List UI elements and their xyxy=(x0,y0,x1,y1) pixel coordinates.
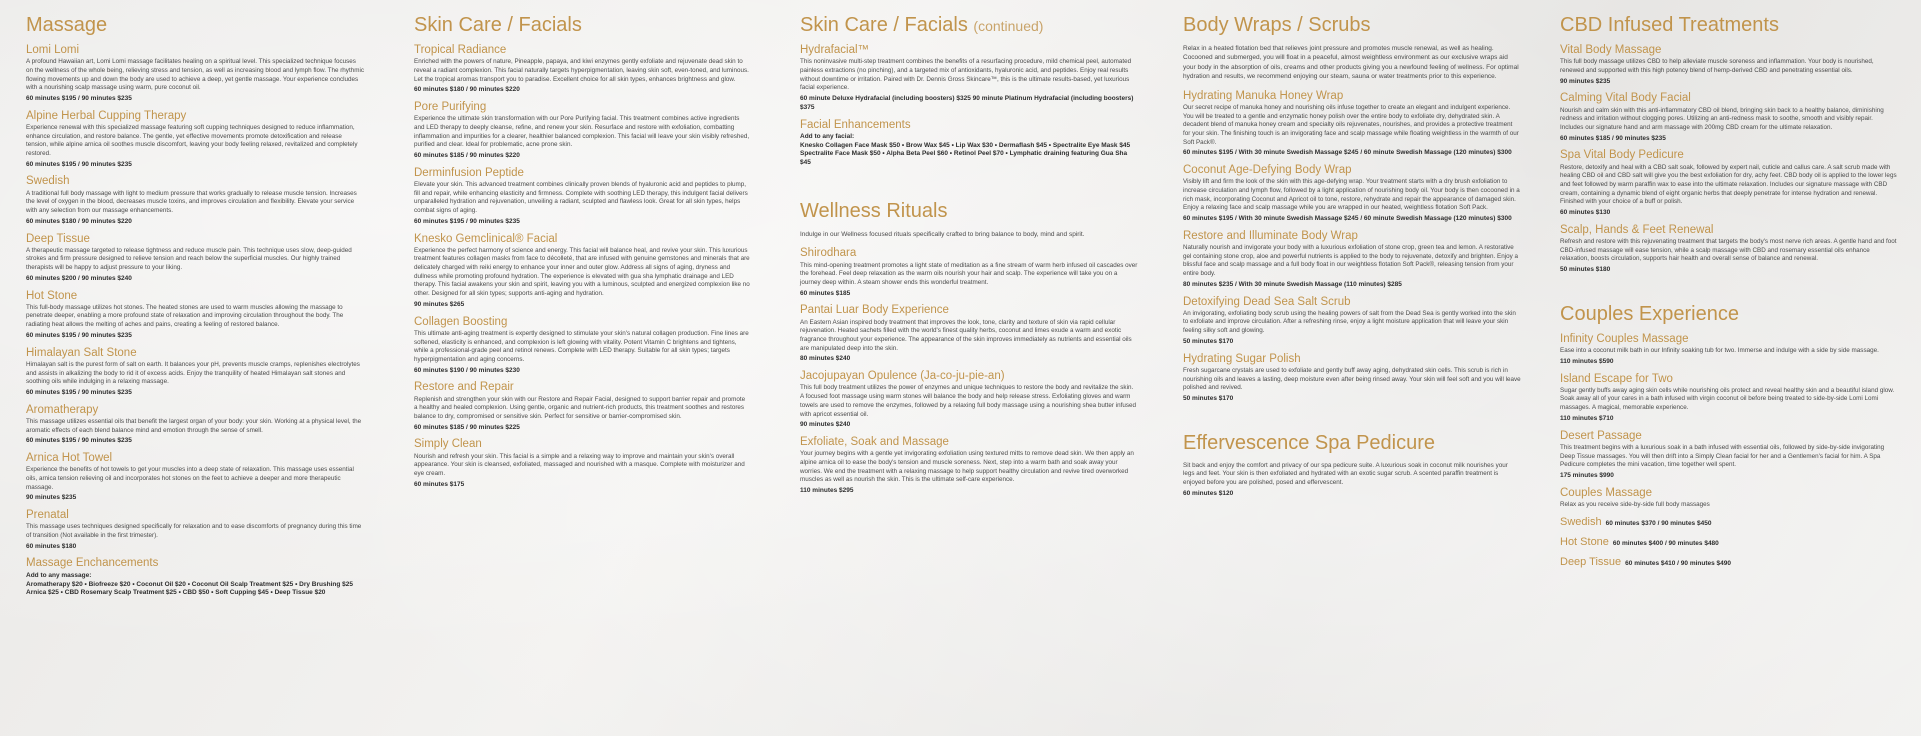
enhancement-add-label: Add to any facial: xyxy=(800,132,855,140)
skincare-cont-title xyxy=(800,14,1138,36)
treatment-description: Experience the ultimate skin transformation with our Pore Purifying facial. This treatment combines active ingredients and LED therapy to deeply cleanse, refine, and renew your skin. Resurface and restore with exfoliation, combatting inflammation and impurities for a clearer, healthier balanced complexion. This facial will leave your skin visibly refreshed, purified and clear. Ideal for problematic, acne prone skin. xyxy=(414,115,750,149)
treatment-description: This massage uses techniques designed specifically for relaxation and to ease discomforts of pregnancy during this time of transition (Not available in the first trimester). xyxy=(26,523,362,539)
treatment-name: Knesko Gemclinical® Facial xyxy=(414,232,558,245)
treatment-price: 90 minutes $240 xyxy=(800,421,851,429)
treatment-name: Tropical Radiance xyxy=(414,44,507,56)
treatment-description: Elevate your skin. This advanced treatment combines clinically proven blends of hyaluronic acid and peptides to plump, fill and repair, while enhancing elasticity and firmness. Complete with soothing LED therapy, this indulgent facial delivers unparalleled hydration and rejuvenation, unveiling a radiant, sculpted and flawless look. Great for all skin types, helps combat signs of aging. xyxy=(414,181,748,215)
couples-massage-price: 60 minutes $370 / 90 minutes $450 xyxy=(1605,519,1712,527)
menu-item xyxy=(800,370,1138,430)
treatment-price: Knesko Collagen Face Mask $50 • Brow Wax $45 • Lip Wax $30 • Dermaflash $45 • Spectralite Eye Mask $45 Spectralite Face Mask $50 • Alpha Beta Peel $60 • Retinol Peel $70 • Lymphatic draining featuring Gua Sha $45 xyxy=(800,141,1131,167)
treatment-name: Simply Clean xyxy=(414,438,482,451)
treatment-description: A therapeutic massage targeted to release tightness and reduce muscle pain. This technique uses slow, deep-guided strokes and firm pressure designed to relieve tension and reach below the superficial muscles. Our highly trained therapists will be happy to adjust pressure to your liking. xyxy=(26,246,352,272)
cbd-column xyxy=(1560,14,1898,576)
treatment-description: This massage utilizes essential oils that benefit the largest organ of your body: your skin. Working at a physical level, the aromatic effects of each blend balance mind and emotion through the sense of smell. xyxy=(26,417,362,434)
menu-item xyxy=(414,316,750,376)
couples-massage-row xyxy=(1560,511,1898,530)
treatment-name: Hydrafacial™ xyxy=(800,44,870,56)
pedicure-price: 60 minutes $120 xyxy=(1183,489,1234,497)
menu-item xyxy=(414,167,750,227)
treatment-name: Exfoliate, Soak and Massage xyxy=(800,435,949,448)
couples-massage-name: Couples Massage xyxy=(1560,486,1653,499)
menu-item xyxy=(1560,333,1898,367)
treatment-description: This mind-opening treatment promotes a light state of meditation as a fine stream of warm herb infused oil cascades over the forehead. Feel deep relaxation as the warm oils nourish your hair and scalp. The experience will take you on a journey deep within. A steam shower ends this wonderful treatment. xyxy=(800,261,1138,287)
treatment-name: Prenatal xyxy=(26,509,69,522)
menu-item xyxy=(1560,224,1898,275)
treatment-price: 60 minutes $185 / 90 minutes $235 xyxy=(1560,134,1666,142)
menu-item xyxy=(26,290,364,341)
treatment-price: 60 minutes $195 / 90 minutes $235 xyxy=(26,160,132,168)
treatment-name: Spa Vital Body Pedicure xyxy=(1560,149,1684,162)
treatment-description: Visibly lift and firm the look of the skin with this age-defying wrap. Your treatment starts with a dry brush exfoliation to increase circulation and lymph flow, followed by a light application of nourishing body oil. Your body is then cocooned in a rich mask, incorporating Coconut and Apricot oil to tone, restore, rehydrate and repair the appearance of damaged skin. Enjoy a relaxing face and scalp massage while you are wrapped in our heated, weightless flotation Soft Pack. xyxy=(1183,178,1520,212)
treatment-name: Derminfusion Peptide xyxy=(414,166,524,179)
couples-massage-type: Hot Stone xyxy=(1560,535,1609,548)
cbd-title: CBD Infused Treatments xyxy=(1560,14,1779,36)
couples-massage-desc: Relax as you receive side-by-side full body massages xyxy=(1560,500,1710,508)
treatment-description: Enriched with the powers of nature, Pineapple, papaya, and kiwi enzymes gently exfoliate and rejuvenate dead skin to reveal a radiant complexion. This facial naturally targets hyperpigmentation, leaving skin soft, even-toned, and luminous. Let the tropical aromas transport you to paradise. Excellent choice for all skin types, enhances brightness and glow. xyxy=(414,58,749,83)
treatment-price: 90 minutes $235 xyxy=(26,494,77,502)
treatment-description: Experience the perfect harmony of science and energy. This facial will balance heal, and revive your skin. This luxurious treatment features collagen masks from face to décolleté, that are infused with genuine gemstones and minerals that are delicately charged with reiki energy to enhance your inner and outer glow. Address all signs of aging, dryness and dullness while promoting profound hydration. The experience is elevated with gua sha lymphatic drainage and LED therapy. This facial awakens your skin and spirit, leaving you with a luminous, sculpted and energized complexion like no other. Designed for all skin types; supports anti-aging and hydration. xyxy=(414,246,750,298)
menu-item xyxy=(26,452,364,503)
treatment-name: Deep Tissue xyxy=(26,232,90,245)
treatment-name: Jacojupayan Opulence (Ja-co-ju-pie-an) xyxy=(800,370,1005,383)
wellness-intro: Indulge in our Wellness focused rituals specifically crafted to bring balance to body, mind and spirit. xyxy=(800,231,1085,239)
treatment-price: 60 minutes $190 / 90 minutes $230 xyxy=(414,366,520,374)
couples-massage-rows xyxy=(1560,511,1898,571)
treatment-price: 60 minutes $180 xyxy=(26,542,77,550)
treatment-price: 110 minutes $710 xyxy=(1560,414,1614,422)
menu-item xyxy=(414,438,750,489)
treatment-description: Our secret recipe of manuka honey and nourishing oils infuse together to create an elegant and indulgent experience. You will be treated to a gentle and enzymatic honey polish over the entire body to exfoliate dry, dehydrated skin. A decadent blend of manuka honey cream and specialty oils rejuvenates, nourishes, and provides a protective treatment for your skin. The finishing touch is an invigorating face and scalp massage while floating weightless in the warmth of our Soft Pack®. xyxy=(1183,103,1519,146)
treatment-name: Hydrating Sugar Polish xyxy=(1183,352,1301,365)
treatment-price: 80 minutes $240 xyxy=(800,355,851,363)
treatment-description: This noninvasive multi-step treatment combines the benefits of a resurfacing procedure, mild chemical peel, automated painless extractions (no pinching), and a targeted mix of antioxidants, hyaluronic acid, and peptides. Enjoy real results without downtime or irritation. Paired with Dr. Dennis Gross Skincare™, this is the ultimate results-based, yet luxurious facial experience. xyxy=(800,58,1132,92)
menu-item xyxy=(1183,164,1521,224)
menu-item xyxy=(1183,353,1521,404)
treatment-description: Sugar gently buffs away aging skin cells while nourishing oils protect and reveal healthy skin and a beautiful island glow. Soak away all of your cares in a bath infused with virgin coconut oil before being treated to side-by-side Lomi Lomi massages. A magical, memorable experience. xyxy=(1560,386,1895,412)
menu-item xyxy=(1560,430,1898,481)
treatment-price: 60 minutes $195 / With 30 minute Swedish Massage $245 / 60 minute Swedish Massage (120 minutes) $300 xyxy=(1183,149,1512,157)
treatment-name: Island Escape for Two xyxy=(1560,372,1673,385)
treatment-name: Aromatherapy xyxy=(26,403,99,416)
treatment-description: This ultimate anti-aging treatment is expertly designed to stimulate your skin's natural collagen production. Fine lines are softened, elasticity is enhanced, and complexion is left glowing with vitality. Potent Vitamin C brightens and tightens, while a professional-grade peel and retinol renews. Complete with LED therapy. Suitable for all skin types; targets hyperpigmentation and aging concerns. xyxy=(414,329,749,363)
treatment-description: This treatment begins with a luxurious soak in a bath infused with essential oils, followed by side-by-side invigorating Deep Tissue massages. You will then drift into a Simply Clean facial for her and a Gentlemen's facial for him. A Spa Pedicure completes the mini vacation, time together well spent. xyxy=(1560,443,1885,469)
treatment-name: Pantai Luar Body Experience xyxy=(800,304,949,317)
treatment-name: Facial Enhancements xyxy=(800,118,911,131)
treatment-price: 90 minutes $235 xyxy=(1560,77,1611,85)
skincare-cont-column xyxy=(800,14,1138,502)
menu-item xyxy=(26,347,364,398)
menu-item xyxy=(26,44,364,104)
couples-massage-type: Swedish xyxy=(1560,515,1602,528)
treatment-price: 50 minutes $170 xyxy=(1183,394,1234,402)
treatment-description: Nourish and refresh your skin. This facial is a simple and a relaxing way to improve and maintain your skin's overall appearance. Your skin is cleansed, exfoliated, massaged and nourished with a masque. Complete with moisturizer and eye cream. xyxy=(414,452,745,477)
menu-item xyxy=(1183,230,1521,290)
menu-item xyxy=(26,404,364,446)
massage-title: Massage xyxy=(26,14,108,36)
skincare-continued-label: (continued) xyxy=(973,18,1044,34)
treatment-price: 90 minutes $265 xyxy=(414,300,465,308)
treatment-description: Your journey begins with a gentle yet invigorating exfoliation using textured mitts to remove dead skin. We then apply an alpine arnica oil to ease the body's tension and muscle soreness. Next, step into a warm bath and soak away your worries. We end the treatment with a relaxing massage to help support healthy circulation and revive tired overworked muscles as well as nourish the skin. This is the ultimate self-care experience. xyxy=(800,450,1134,484)
treatment-description: Himalayan salt is the purest form of salt on earth. It balances your pH, prevents muscle cramps, replenishes electrolytes and assists in alkalizing the body to rid it of excess acids. Enjoy the tranquility of heated Himalayan salt stones and soothing oils while indulging in a relaxing massage. xyxy=(26,360,360,386)
treatment-description: This full body massage utilizes CBD to help alleviate muscle soreness and inflammation. Your body is nourished, renewed and supported with this high potency blend of hemp-derived CBD and penetrating essential oils. xyxy=(1560,58,1874,74)
treatment-name: Restore and Repair xyxy=(414,381,514,394)
treatment-price: 60 minutes $185 xyxy=(800,289,851,297)
treatment-price: 60 minutes $185 / 90 minutes $225 xyxy=(414,423,520,431)
wellness-list xyxy=(800,247,1138,495)
treatment-price: 50 minutes $180 xyxy=(1560,266,1611,274)
treatment-name: Massage Enchancements xyxy=(26,557,159,570)
couples-massage-price: 60 minutes $400 / 90 minutes $480 xyxy=(1612,539,1719,547)
treatment-name: Pore Purifying xyxy=(414,101,487,114)
menu-item xyxy=(800,436,1138,496)
menu-item xyxy=(800,304,1138,364)
treatment-price: 60 minutes $180 / 90 minutes $220 xyxy=(26,217,132,225)
treatment-description: A profound Hawaiian art, Lomi Lomi massage facilitates healing on a spiritual level. This specialized technique focuses on the wellness of the whole being, relieving stress and tension, as well as increasing blood and lymph flow. The rhythmic flowing movements up and down the body are used to achieve a deep, yet gentle massage. Your experience concludes with a nourishing scalp massage using warm, pure coconut oil. xyxy=(26,58,365,92)
treatment-price: 60 minutes $175 xyxy=(414,480,465,488)
couples-massage-row xyxy=(1560,551,1898,570)
skincare-title: Skin Care / Facials xyxy=(414,14,582,36)
treatment-price: 60 minutes $200 / 90 minutes $240 xyxy=(26,274,132,282)
couples-massage-row xyxy=(1560,531,1898,550)
bodywraps-list xyxy=(1183,90,1521,404)
menu-item xyxy=(800,119,1138,169)
treatment-price: 60 minutes $195 / 90 minutes $235 xyxy=(26,437,132,445)
menu-item xyxy=(1183,296,1521,347)
treatment-name: Coconut Age-Defying Body Wrap xyxy=(1183,164,1352,177)
cbd-list xyxy=(1560,44,1898,275)
treatment-description: Replenish and strengthen your skin with our Restore and Repair Facial, designed to support barrier repair and promote a healthy and healed complexion. Using gentle, organic and nutrient-rich products, this treatment soothes and restores balance to dry, compromised or sensitive skin. Perfect for sensitive or barrier-compromised skin. xyxy=(414,395,746,420)
treatment-description: Restore, detoxify and heal with a CBD salt soak, followed by expert nail, cuticle and callus care. A salt scrub made with healing CBD oil and CBD salt will give you the best exfoliation for dry, achy feet. CBD body oil is applied to the lower legs and feet followed by warm paraffin wax to ease into the ultimate relaxation. Includes our signature massage with CBD cream, containing a dynamic blend of eight organic herbs that deeply penetrate for intense hydration and renewal. Finished with your choice of a buff or polish. xyxy=(1560,163,1897,206)
massage-column xyxy=(26,14,364,604)
couples-massage-price: 60 minutes $410 / 90 minutes $490 xyxy=(1625,559,1732,567)
treatment-name: Scalp, Hands & Feet Renewal xyxy=(1560,223,1714,236)
treatment-name: Vital Body Massage xyxy=(1560,44,1662,56)
treatment-price: 60 minutes $130 xyxy=(1560,209,1611,217)
menu-item xyxy=(1560,44,1898,86)
treatment-description: Ease into a coconut milk bath in our Infinity soaking tub for two. Immerse and indulge with a side by side massage. xyxy=(1560,347,1879,355)
skincare-column xyxy=(414,14,750,495)
treatment-price: 60 minute Deluxe Hydrafacial (including boosters) $325 90 minute Platinum Hydrafacial (including boosters) $375 xyxy=(800,94,1134,111)
treatment-price: 60 minutes $185 / 90 minutes $220 xyxy=(414,152,520,160)
bodywraps-intro: Relax in a heated flotation bed that relieves joint pressure and promotes muscle renewal, as well as healing. Cocooned and submerged, you will float in a peaceful, almost weightless environment as our exclusive wraps aid your body in the absorption of oils, creams and other products giving you a newfound feeling of wellness. For optimal hydration and results, we recommend enjoying our steam, sauna or water treatments prior to this experience. xyxy=(1183,45,1519,81)
menu-item xyxy=(26,509,364,551)
menu-item xyxy=(26,233,364,284)
bodywraps-column xyxy=(1183,14,1521,499)
treatment-name: Swedish xyxy=(26,175,70,188)
treatment-name: Shirodhara xyxy=(800,247,857,260)
skincare-cont-list xyxy=(800,44,1138,168)
treatment-description: Nourish and calm skin with this anti-inflammatory CBD oil blend, bringing skin back to a healthy balance, diminishing redness and irritation without clogging pores. Utilizing an anti-redness mask to soothe, smooth and visibly repair. Includes our signature hand and arm massage with 200mg CBD cream for the ultimate relaxation. xyxy=(1560,106,1884,131)
treatment-description: An invigorating, exfoliating body scrub using the healing powers of salt from the Dead Sea is gently worked into the skin to exfoliate and improve circulation. After a refreshing rinse, enjoy a light moisture application that will leave your skin feeling silky soft and glowing. xyxy=(1183,309,1516,335)
treatment-description: A traditional full body massage with light to medium pressure that works gradually to release muscle tension. Increases the level of oxygen in the blood, decreases muscle toxins, and improves circulation and flexibility. Elevate your service with any selection from our massage enhancements. xyxy=(26,189,357,215)
skincare-cont-title-text: Skin Care / Facials xyxy=(800,14,968,36)
treatment-description: Experience renewal with this specialized massage featuring soft cupping techniques designed to reduce inflammation, enhance circulation, and restore balance. The gentle, yet effective movements promote detoxification and release tension, while alpine arnica oil soothes muscle discomfort, leaving your body feeling relaxed, revitalized and completely restored. xyxy=(26,123,358,158)
treatment-description: This full-body massage utilizes hot stones. The heated stones are used to warm muscles allowing the massage to penetrate deeper, enabling a more profound state of relaxation and improving circulation throughout the body. The radiating heat allows the melting of aches and pains, creating a feeling of restored balance. xyxy=(26,303,344,329)
treatment-price: 60 minutes $180 / 90 minutes $220 xyxy=(414,86,520,94)
menu-item xyxy=(414,101,750,161)
bodywraps-title: Body Wraps / Scrubs xyxy=(1183,14,1371,36)
treatment-name: Himalayan Salt Stone xyxy=(26,346,137,359)
treatment-description: This full body treatment utilizes the power of enzymes and unique techniques to restore the body and revitalize the skin. A focused foot massage using warm stones will balance the body and help release stress. Exfoliating gloves and warm towels are used to remove the enzymes, followed by a relaxing full body massage using a nourishing shea butter infused with apricot essential oil. xyxy=(800,384,1137,418)
treatment-price: 60 minutes $195 / 90 minutes $235 xyxy=(26,331,132,339)
menu-item xyxy=(26,110,364,170)
treatment-price: 60 minutes $195 / 90 minutes $235 xyxy=(414,217,520,225)
treatment-description: Experience the benefits of hot towels to get your muscles into a deep state of relaxation. This massage uses essential oils, arnica tension relieving oil and incorporates hot stones on the feet to achieve a deeper and more therapeutic massage. xyxy=(26,466,354,491)
treatment-price: 60 minutes $195 / 90 minutes $235 xyxy=(26,94,132,102)
pedicure-desc: Sit back and enjoy the comfort and privacy of our spa pedicure suite. A luxurious soak in coconut milk nourishes your legs and feet. Your skin is then exfoliated and hydrated with an exotic sugar scrub. A scented paraffin treatment is enjoyed before you are polished, posed and effervescent. xyxy=(1183,461,1508,487)
treatment-name: Hot Stone xyxy=(26,289,78,302)
treatment-description: An Eastern Asian inspired body treatment that improves the look, tone, clarity and texture of skin via rapid cellular rejuvenation. Heated sachets filled with the world's finest quality herbs, coconut and limes exude a warm and exotic fragrance throughout your experience. The appearance of the skin improves immediately as nutrients and essential oils are manipulated deep into the skin. xyxy=(800,318,1132,352)
treatment-description: Naturally nourish and invigorate your body with a luxurious exfoliation of stone crop, green tea and lemon. A restorative gel containing stone crop, aloe and powerful nutrients is applied to the body to rejuvenate, detoxify and brighten. Enjoy a blissful face and scalp massage and a full body float in our weightless flotation Soft Pack®, releasing tension from your entire body. xyxy=(1183,244,1519,278)
treatment-price: 50 minutes $170 xyxy=(1183,337,1234,345)
massage-list xyxy=(26,44,364,598)
treatment-name: Desert Passage xyxy=(1560,429,1642,442)
menu-item xyxy=(414,381,750,432)
skincare-list xyxy=(414,44,750,489)
treatment-price: 110 minutes $590 xyxy=(1560,357,1614,365)
treatment-price: 80 minutes $235 / With 30 minute Swedish Massage (110 minutes) $285 xyxy=(1183,280,1402,288)
treatment-name: Calming Vital Body Facial xyxy=(1560,92,1691,105)
menu-item xyxy=(414,233,750,310)
couples-list xyxy=(1560,333,1898,481)
treatment-name: Collagen Boosting xyxy=(414,315,508,328)
treatment-price: 175 minutes $990 xyxy=(1560,471,1614,479)
treatment-name: Detoxifying Dead Sea Salt Scrub xyxy=(1183,295,1351,308)
treatment-name: Hydrating Manuka Honey Wrap xyxy=(1183,89,1344,102)
menu-item xyxy=(1560,149,1898,217)
treatment-name: Arnica Hot Towel xyxy=(26,452,113,465)
enhancement-add-label: Add to any massage: xyxy=(26,571,92,579)
treatment-description: Fresh sugarcane crystals are used to exfoliate and gently buff away aging, dehydrated skin cells. This scrub is rich in nourishing oils and leaves a lasting, deep moisture even after being rinsed away. Your skin will feel soft and you will leave polished and revived. xyxy=(1183,366,1521,392)
couples-title: Couples Experience xyxy=(1560,302,1739,325)
treatment-name: Lomi Lomi xyxy=(26,44,80,56)
menu-item xyxy=(800,44,1138,113)
treatment-name: Infinity Couples Massage xyxy=(1560,332,1689,345)
wellness-title: Wellness Rituals xyxy=(800,200,948,223)
treatment-name: Alpine Herbal Cupping Therapy xyxy=(26,109,187,122)
treatment-description: Refresh and restore with this rejuvenating treatment that targets the body's most nerve rich areas. A gentle hand and foot CBD-infused massage will ease tension, while a scalp massage with CBD and rosemary essential oils enhance relaxation, boosts circulation, supports hair health and overall sense of balance and renewal. xyxy=(1560,238,1897,263)
menu-item xyxy=(800,247,1138,298)
menu-item xyxy=(26,557,364,598)
menu-item xyxy=(414,44,750,95)
treatment-price: 60 minutes $195 / 90 minutes $235 xyxy=(26,388,132,396)
couples-massage-type: Deep Tissue xyxy=(1560,555,1622,568)
treatment-price: 60 minutes $195 / With 30 minute Swedish Massage $245 / 60 minute Swedish Massage (120 minutes) $300 xyxy=(1183,215,1512,223)
menu-item xyxy=(1560,92,1898,143)
treatment-price: Aromatherapy $20 • Biofreeze $20 • Coconut Oil $20 • Coconut Oil Scalp Treatment $25 • Dry Brushing $25 Arnica $25 • CBD Rosemary Scalp Treatment $25 • CBD $50 • Soft Cupping $45 • Deep Tissue $20 xyxy=(26,580,353,597)
couples-massage xyxy=(1560,487,1898,570)
treatment-name: Restore and Illuminate Body Wrap xyxy=(1183,229,1358,242)
menu-item xyxy=(1183,90,1521,158)
treatment-price: 110 minutes $295 xyxy=(800,486,854,494)
menu-item xyxy=(1560,373,1898,424)
pedicure-title: Effervescence Spa Pedicure xyxy=(1183,431,1436,454)
menu-item xyxy=(26,175,364,226)
